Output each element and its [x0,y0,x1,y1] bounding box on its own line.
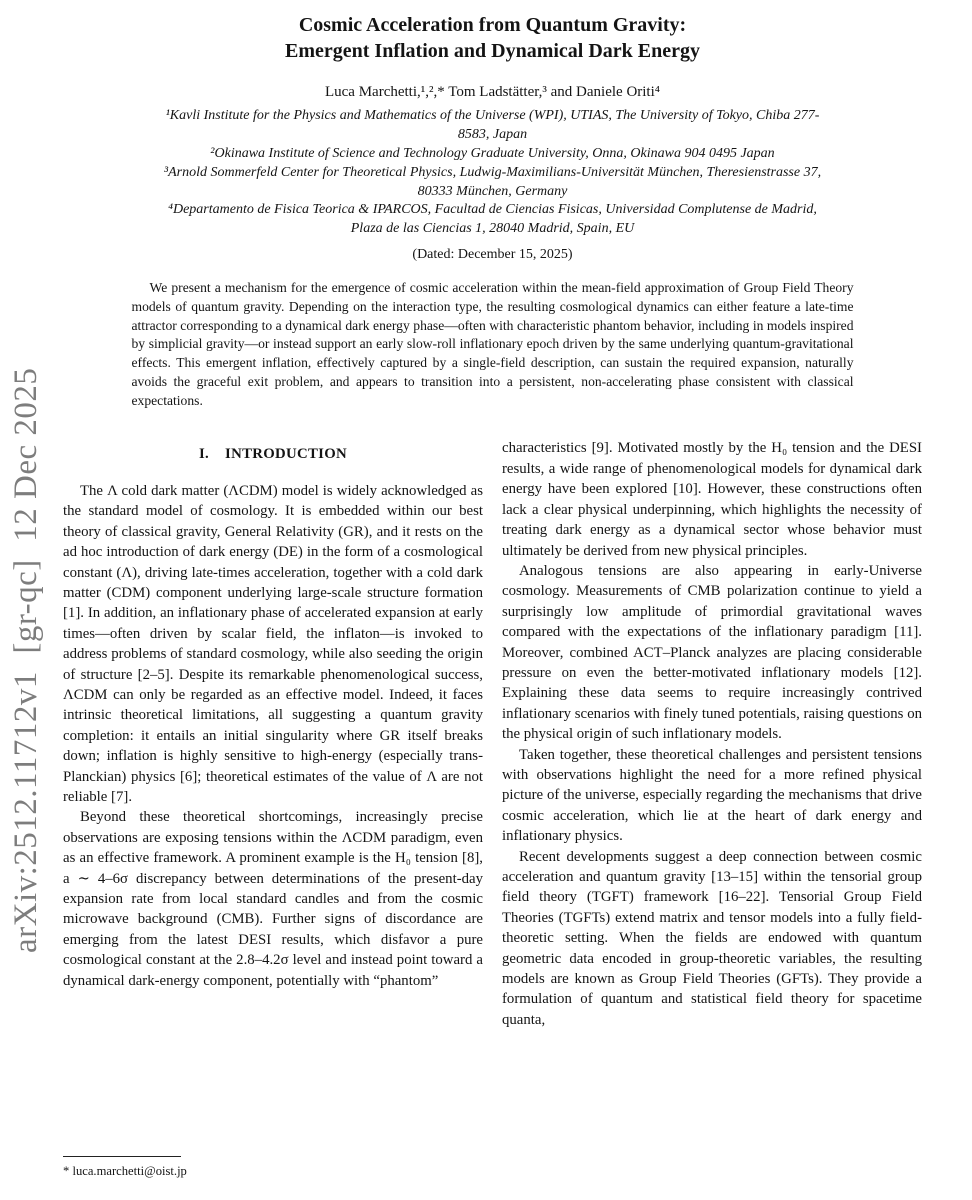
affiliation-4: ⁴Departamento de Fisica Teorica & IPARCOS, Facultad de Ciencias Fisicas, Universidad Complutense de Madrid, Plaza de las Ciencias 1, 28040 Madrid, Spain, EU [168,202,817,237]
intro-paragraph-2: Beyond these theoretical shortcomings, increasingly precise observations are exposing tensions within the ΛCDM paradigm, even as an effective framework. A prominent example is the H₀ tension [8], a ∼ 4–6σ discrepancy between determinations of the present-day expansion rate from local standard candles and from the cosmic microwave background (CMB). Further signs of discordance are emerging from the latest DESI results, which disfavor a pure cosmological constant at the 2.8–4.2σ level and instead point toward a dynamical dark-energy component, potentially with “phantom” [63,809,483,989]
paper-content [63,0,922,1030]
footnote-email: * luca.marchetti@oist.jp [63,1164,187,1178]
intro-paragraph-6: Recent developments suggest a deep connection between cosmic acceleration and quantum gravity [13–15] within the tensorial group field theory (TGFT) framework [16–22]. Tensorial Group Field Theories (TGFTs) extend matrix and tensor models into a fully field-theoretic setting. When the fields are endowed with quantum geometric data encoded in group-theoretic variables, the resulting models are known as Group Field Theories (GFTs). They provide a formulation of quantum and statistical field theory for spacetime quanta, [502,848,922,1028]
arxiv-watermark: arXiv:2512.11712v1 [gr-qc] 12 Dec 2025 [8,367,44,953]
title-line-1: Cosmic Acceleration from Quantum Gravity: [298,14,687,36]
column-left [63,438,483,1030]
affiliations-block [63,107,922,239]
affiliation-2: ²Okinawa Institute of Science and Technology Graduate University, Onna, Okinawa 904 0495 Japan [210,145,775,161]
affiliation-1: ¹Kavli Institute for the Physics and Mathematics of the Universe (WPI), UTIAS, The University of Tokyo, Chiba 277-8583, Japan [165,108,820,142]
two-column-body [63,438,922,1030]
footnote-rule [63,1156,181,1157]
intro-paragraph-4: Analogous tensions are also appearing in early-Universe cosmology. Measurements of CMB polarization continue to yield a surprisingly low amplitude of primordial gravitational waves compared with the expectations of the inflationary paradigm [11]. Moreover, combined ACT–Planck analyzes are placing considerable pressure on even the better-motivated inflationary models [12]. Explaining these data seems to require increasingly contrived inflationary scenarios with finely tuned potentials, raising questions on the physical origin of such inflationary models. [502,562,922,743]
affiliation-3: ³Arnold Sommerfeld Center for Theoretical Physics, Ludwig-Maximilians-Universität München, Theresienstrasse 37, 80333 München, Germany [163,164,822,199]
column-right [502,438,922,1030]
paper-header [63,0,922,263]
footnote [63,1156,187,1179]
date-line: (Dated: December 15, 2025) [412,247,573,263]
section-heading-introduction: I. INTRODUCTION [198,446,348,463]
intro-paragraph-5: Taken together, these theoretical challenges and persistent tensions with observations highlight the need for a more refined physical picture of the universe, especially regarding the mechanisms that drive cosmic acceleration, which lie at the heart of dark energy and inflationary physics. [502,746,922,845]
paper-title [63,12,922,64]
abstract-text: We present a mechanism for the emergence of cosmic acceleration within the mean-field approximation of Group Field Theory models of quantum gravity. Depending on the interaction type, the resulting cosmological dynamics can either feature a late-time attractor corresponding to a dynamical dark energy phase—often with characteristic phantom behavior, including in models inspired by simplicial gravity—or instead support an early slow-roll inflationary epoch driven by the same underlying quantum-gravitational effects. This emergent inflation, effectively captured by a single-field description, can sustain the required expansion, naturally avoids the graceful exit problem, and appears to transition into a persistent, non-accelerating phase consistent with classical expectations. [131,280,854,408]
intro-paragraph-3: characteristics [9]. Motivated mostly by the H₀ tension and the DESI results, a wide range of phenomenological models for dynamical dark energy have been explored [10]. However, these constructions often lack a clear physical underpinning, which highlights the necessity of treating dark energy as a dynamical sector whose behavior must ultimately be derived from new physical principles. [502,440,922,559]
title-line-2: Emergent Inflation and Dynamical Dark Energy [285,40,700,62]
intro-paragraph-1: The Λ cold dark matter (ΛCDM) model is widely acknowledged as the standard model of cosmology. It is embedded within our best theory of classical gravity, General Relativity (GR), and it rests on the ad hoc introduction of dark energy (DE) in the form of a cosmological constant (Λ), driving late-times acceleration, together with a cold dark matter (CDM) component underlying large-scale structure formation [1]. In addition, an inflationary phase of accelerated expansion at early times—often driven by scalar field, the inflaton—is invoked to address problems of standard cosmology, while also seeding the origin of structure [2–5]. Despite its remarkable phenomenological success, ΛCDM can only be regarded as an effective model. Indeed, it faces intrinsic theoretical limitations, all suggesting a quantum gravity completion: it entails an initial singularity where GR itself breaks down; inflation is highly sensitive to high-energy (especially trans-Planckian) physics [6]; theoretical estimates of the value of Λ are not reliable [7]. [63,482,483,805]
authors-line: Luca Marchetti,¹,²,* Tom Ladstätter,³ and Daniele Oriti⁴ [324,84,661,100]
